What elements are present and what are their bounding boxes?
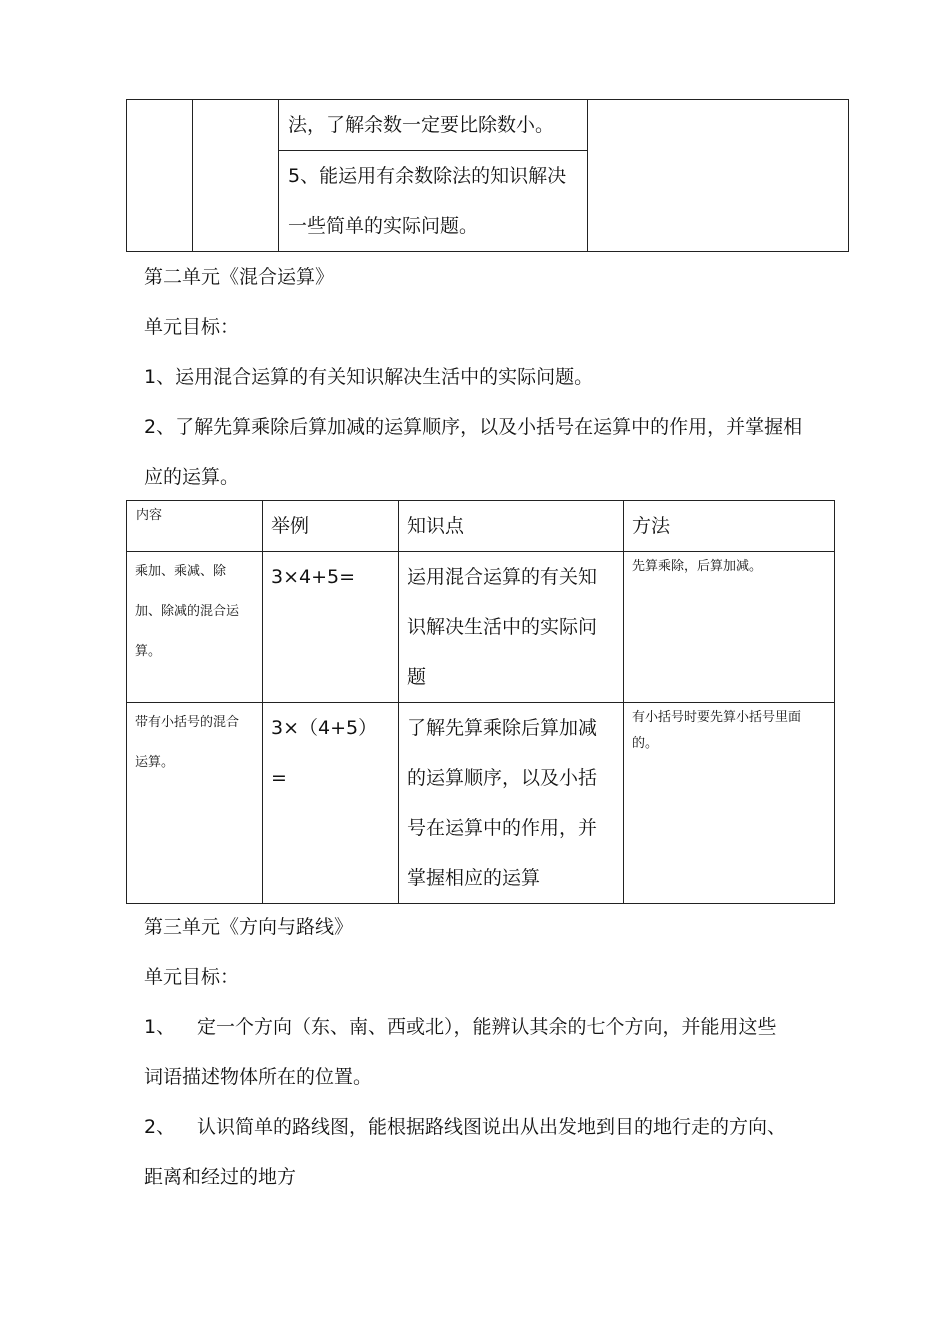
- row1-content: 乘加、乘减、除 加、除减的混合运 算。: [127, 552, 263, 703]
- row1-knowledge: 运用混合运算的有关知 识解决生活中的实际问 题: [399, 552, 624, 703]
- header-example: 举例: [263, 501, 399, 552]
- unit2-table: [126, 500, 835, 904]
- unit2-title: 第二单元《混合运算》: [144, 266, 335, 288]
- unit3-goal-1-line1: 定一个方向（东、南、西或北），能辨认其余的七个方向，并能用这些: [197, 1016, 777, 1038]
- unit2-goal-2-line2: 应的运算。: [144, 466, 240, 488]
- objective-text: 法，了解余数一定要比除数小。: [279, 100, 588, 151]
- unit3-goal-heading: 单元目标：: [144, 966, 240, 988]
- unit3-title: 第三单元《方向与路线》: [144, 916, 354, 938]
- unit3-goal-2-number: 2、: [144, 1116, 176, 1138]
- unit2-goal-1: 1、运用混合运算的有关知识解决生活中的实际问题。: [144, 366, 594, 388]
- header-method: 方法: [624, 501, 835, 552]
- continuation-table: [126, 99, 849, 252]
- unit3-goal-1-line2: 词语描述物体所在的位置。: [144, 1066, 373, 1088]
- unit3-goal-2-line2: 距离和经过的地方: [144, 1166, 297, 1188]
- objective-text: 5、能运用有余数除法的知识解决 一些简单的实际问题。: [279, 151, 588, 252]
- unit3-goal-1-number: 1、: [144, 1016, 176, 1038]
- row2-example: 3×（4+5）=: [263, 703, 399, 904]
- unit3-goal-2-line1: 认识简单的路线图，能根据路线图说出从出发地到目的地行走的方向、: [197, 1116, 787, 1138]
- row1-method: 先算乘除，后算加减。: [624, 552, 835, 703]
- empty-cell: [193, 100, 279, 252]
- empty-cell: [127, 100, 193, 252]
- row2-knowledge: 了解先算乘除后算加减 的运算顺序，以及小括 号在运算中的作用，并 掌握相应的运算: [399, 703, 624, 904]
- row2-content: 带有小括号的混合 运算。: [127, 703, 263, 904]
- header-knowledge: 知识点: [399, 501, 624, 552]
- header-content: 内容: [127, 501, 263, 552]
- row2-method: 有小括号时要先算小括号里面 的。: [624, 703, 835, 904]
- row1-example: 3×4+5=: [263, 552, 399, 703]
- unit2-goal-2-line1: 2、了解先算乘除后算加减的运算顺序，以及小括号在运算中的作用，并掌握相: [144, 416, 803, 438]
- empty-cell: [588, 100, 849, 252]
- unit2-goal-heading: 单元目标：: [144, 316, 240, 338]
